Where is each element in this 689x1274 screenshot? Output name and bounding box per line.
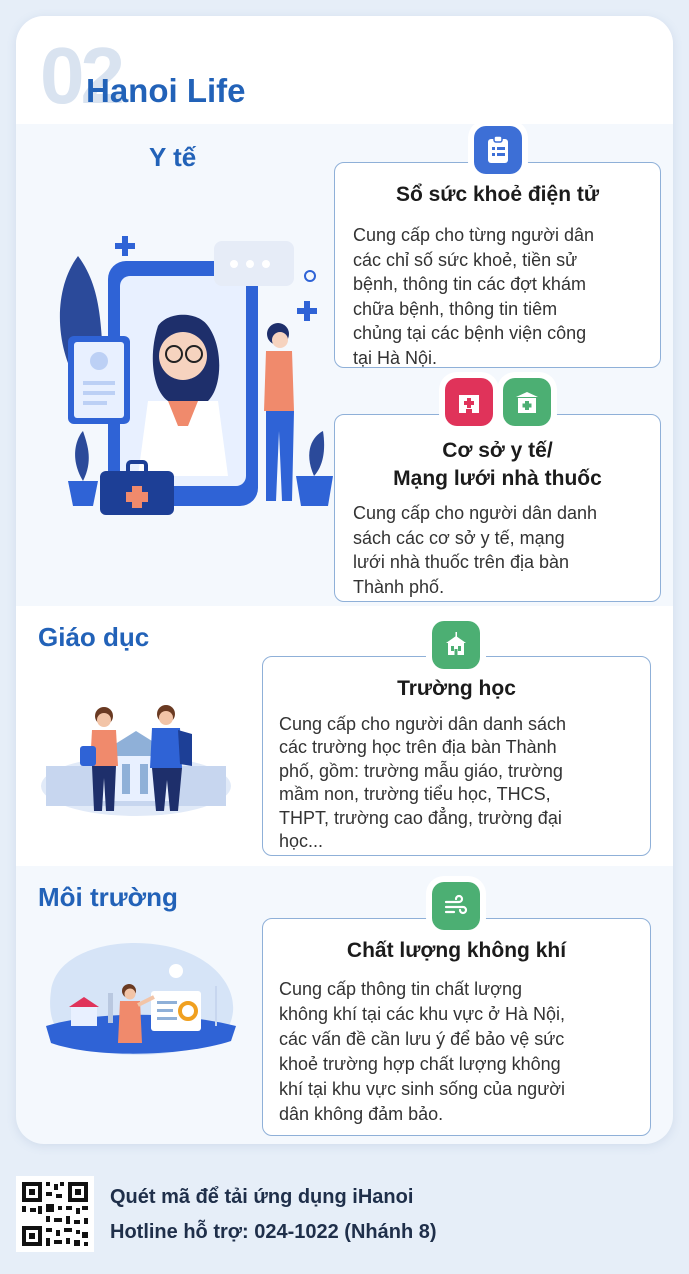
health-record-card[interactable]: [334, 162, 661, 368]
medical-facility-title: Cơ sở y tế/ Mạng lưới nhà thuốc: [393, 439, 602, 490]
air-quality-card[interactable]: [262, 918, 651, 1136]
medical-facility-description: Cung cấp cho người dân danh sách các cơ sở y tế, mạng lưới nhà thuốc trên địa bàn Thành phố.: [353, 503, 598, 597]
air-quality-illustration: [36, 931, 241, 1061]
school-card[interactable]: [262, 656, 651, 856]
page-title: Hanoi Life: [86, 72, 246, 109]
pharmacy-icon: [503, 378, 551, 426]
hotline-text: Hotline hỗ trợ: 024-1022 (Nhánh 8): [110, 1221, 437, 1243]
main-card: [16, 16, 673, 1144]
school-icon: [432, 621, 480, 669]
school-title: Trường học: [397, 677, 516, 700]
hospital-icon: [445, 378, 493, 426]
health-section-title: Y tế: [149, 142, 197, 172]
wind-icon: [432, 882, 480, 930]
health-record-description: Cung cấp cho từng người dân các chỉ số sức khoẻ, tiền sử bệnh, thông tin các đợt khám chữa bệnh, thông tin tiêm chủng tại các bệnh viện công tại Hà Nội.: [353, 225, 595, 368]
air-quality-description: Cung cấp thông tin chất lượng không khí tại các khu vực ở Hà Nội, các vấn đề cần lưu ý để bảo vệ sức khoẻ trường hợp chất lượng không khí tại khu vực sinh sống của người dân không đảm bảo.: [279, 979, 566, 1124]
scan-instruction: Quét mã để tải ứng dụng iHanoi: [110, 1186, 414, 1208]
medical-facility-card[interactable]: [334, 414, 661, 602]
school-description: Cung cấp cho người dân danh sách các trường học trên địa bàn Thành phố, gồm: trường mẫu giáo, trường mầm non, trường tiểu học, THCS, THPT, trường cao đẳng, trường đại học...: [279, 714, 567, 852]
health-record-title: Sổ sức khoẻ điện tử: [395, 183, 600, 206]
education-section-title: Giáo dục: [38, 622, 150, 652]
telemedicine-illustration: [38, 216, 338, 516]
air-quality-title: Chất lượng không khí: [346, 939, 567, 962]
students-school-illustration: [36, 686, 236, 821]
clipboard-list-icon: [474, 126, 522, 174]
section-number: 02: [40, 31, 121, 120]
qr-code[interactable]: [16, 1176, 94, 1252]
environment-section-title: Môi trường: [38, 882, 178, 912]
